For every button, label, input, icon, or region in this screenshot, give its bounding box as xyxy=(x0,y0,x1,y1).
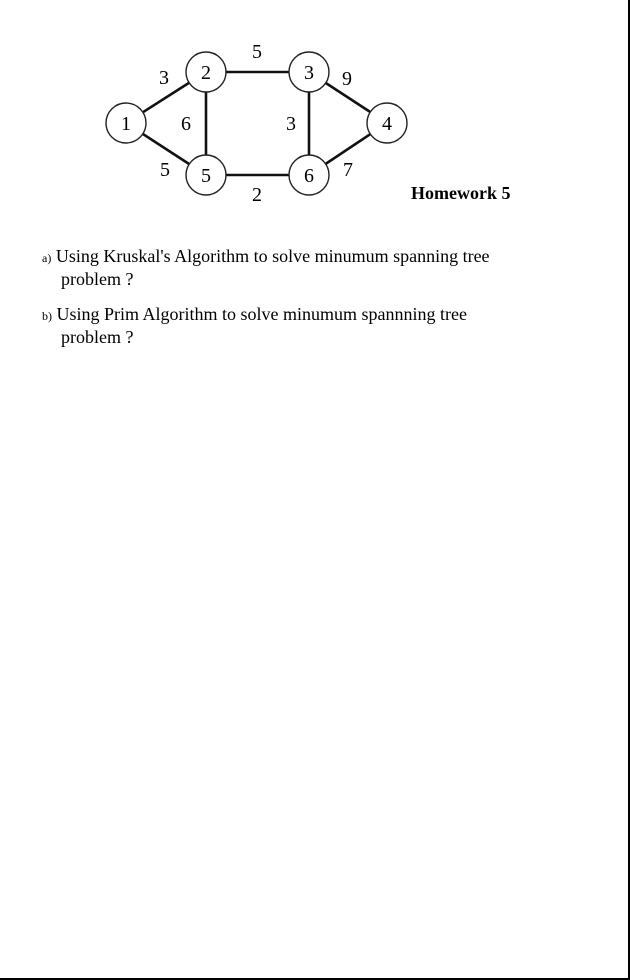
node-label: 3 xyxy=(304,62,314,84)
graph-node-2 xyxy=(186,52,226,92)
edge-weight-label: 5 xyxy=(252,41,262,63)
node-label: 5 xyxy=(201,165,211,187)
edge-weight-label: 5 xyxy=(160,159,170,181)
weighted-graph-diagram xyxy=(0,0,630,215)
node-label: 4 xyxy=(382,113,392,135)
question-a xyxy=(42,246,522,290)
edge-weight-label: 7 xyxy=(343,159,353,181)
edge-weight-label: 3 xyxy=(159,67,169,89)
graph-node-3 xyxy=(289,52,329,92)
edge-weight-label: 9 xyxy=(342,68,352,90)
graph-node-4 xyxy=(367,103,407,143)
question-b-line1: Using Prim Algorithm to solve minumum spannning tree xyxy=(56,304,467,324)
question-a-line1: Using Kruskal's Algorithm to solve minumum spanning tree xyxy=(55,246,490,266)
node-label: 6 xyxy=(304,165,314,187)
homework-title: Homework 5 xyxy=(411,183,511,203)
question-a-marker: a) xyxy=(42,251,52,265)
graph-node-6 xyxy=(289,155,329,195)
node-label: 1 xyxy=(121,113,131,135)
graph-node-5 xyxy=(186,155,226,195)
edge-weight-label: 2 xyxy=(252,184,262,206)
question-b-marker: b) xyxy=(42,309,52,323)
question-b xyxy=(42,304,522,348)
question-a-line2: problem ? xyxy=(61,269,134,289)
edge-weight-label: 3 xyxy=(286,113,296,135)
graph-node-1 xyxy=(106,103,146,143)
question-b-line2: problem ? xyxy=(61,327,134,347)
node-label: 2 xyxy=(201,62,211,84)
edge-weight-label: 6 xyxy=(181,113,191,135)
